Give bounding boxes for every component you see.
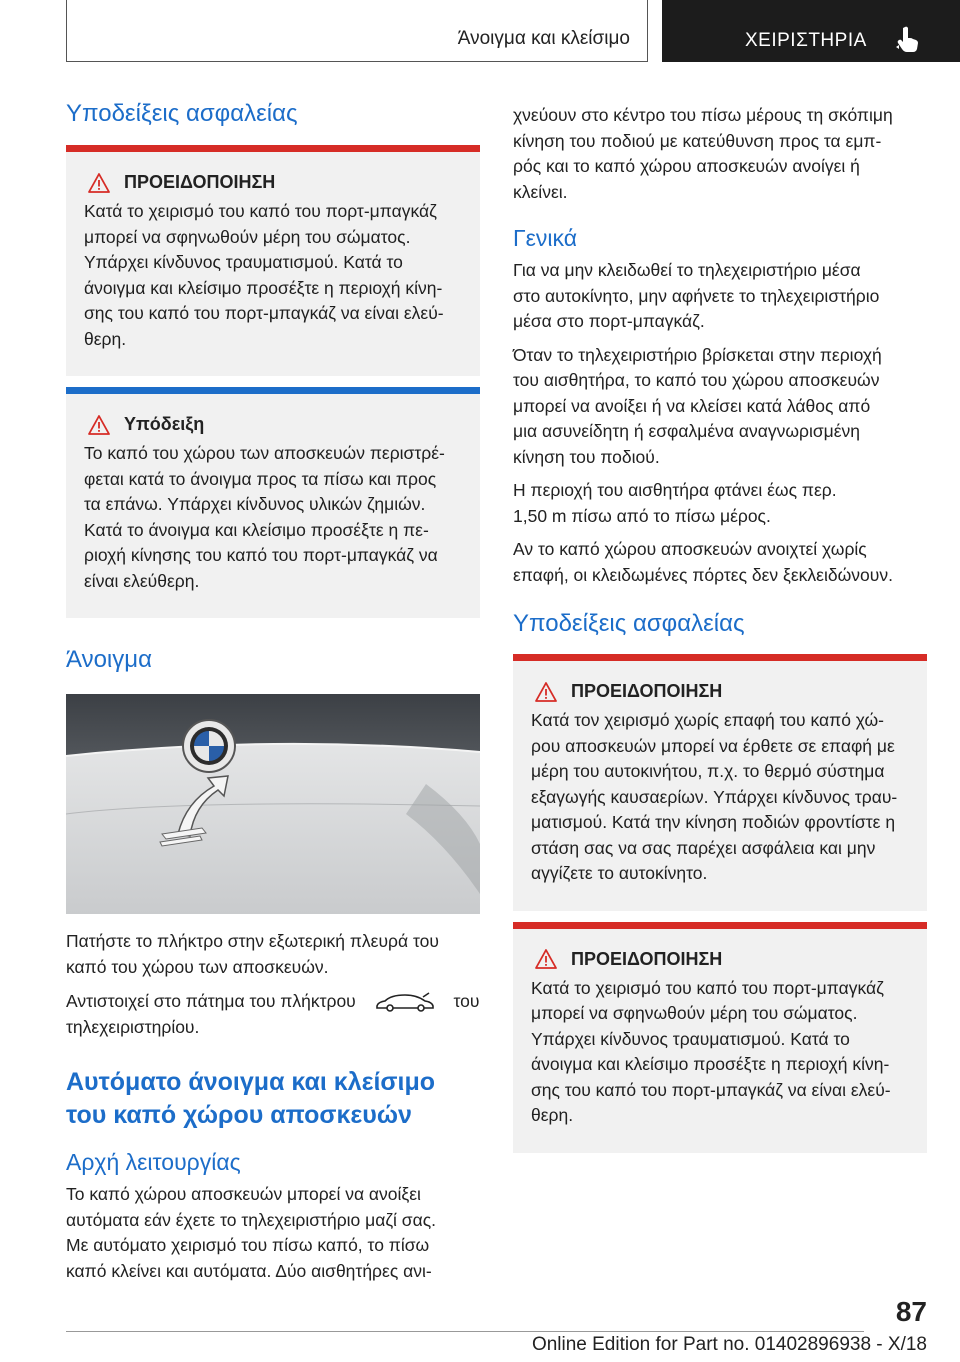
corresponds-text-line2: τηλεχειριστηρίου.: [66, 1016, 200, 1037]
general-heading: Γενικά: [513, 225, 578, 251]
header-chapter-title: ΧΕΙΡΙΣΤΗΡΙΑ: [745, 30, 867, 51]
warning-title: ΠΡΟΕΙΔΟΠΟΙΗΣΗ: [571, 681, 723, 701]
corresponds-text-before: Αντιστοιχεί στο πάτημα του πλήκτρου: [66, 991, 356, 1011]
note-triangle-icon: [88, 415, 110, 435]
press-text-line: καπό του χώρου των αποσκευών.: [66, 956, 329, 977]
footer-divider: [66, 1331, 864, 1332]
warning-triangle-icon: [535, 682, 557, 702]
warning-text-line: Υπάρχει κίνδυνος τραυματισμού. Κατά το: [531, 1028, 850, 1049]
general-text-line: Η περιοχή του αισθητήρα φτάνει έως περ.: [513, 480, 837, 500]
warning-text-line: άνοιγμα και κλείσιμο προσέξτε η περιοχή κίνη-: [531, 1054, 890, 1074]
warning-text-line: σης του καπό του πορτ-μπαγκάζ να είναι ελεύ-: [531, 1079, 891, 1100]
general-text-line: κίνηση του ποδιού.: [513, 446, 660, 467]
general-text-line: μπορεί να ανοίξει ή να κλείσει κατά λάθος από: [513, 395, 871, 416]
warning-text-line: θερη.: [84, 328, 127, 349]
note-box-1: [66, 387, 480, 618]
warning-text-line: Κατά το χειρισμό του καπό του πορτ-μπαγκάζ: [84, 201, 437, 221]
warning-triangle-icon: [88, 173, 110, 193]
note-text-line: φεται κατά το άνοιγμα προς τα πίσω και προς: [84, 468, 437, 489]
warning-box-2: [513, 654, 927, 911]
warning-text-line: ματισμού. Κατά την κίνηση ποδιών φροντίστε η: [531, 812, 896, 832]
continuation-text-line: κλείνει.: [513, 181, 568, 202]
corresponds-text-line: [66, 989, 480, 1015]
general-text-line: μέσα στο πορτ-μπαγκάζ.: [513, 311, 705, 331]
opening-heading: Άνοιγμα: [66, 646, 152, 673]
corresponds-text-after: του: [453, 991, 480, 1011]
warning-text-line: μέρη του αυτοκινήτου, π.χ. το θερμό σύστημα: [531, 761, 885, 781]
note-title: Υπόδειξη: [124, 414, 205, 434]
warning-text-line: Κατά τον χειρισμό χωρίς επαφή του καπό χώ-: [531, 710, 884, 730]
general-text-line: Για να μην κλειδωθεί το τηλεχειριστήριο μέσα: [513, 260, 861, 280]
warning-title-row: [535, 681, 909, 702]
warning-text-line: μπορεί να σφηνωθούν μέρη του σώματος.: [84, 226, 411, 247]
auto-open-heading-line: του καπό χώρου αποσκευών: [66, 1101, 412, 1129]
principle-text-line: αυτόματα εάν έχετε το τηλεχειριστήριο μαζί σας.: [66, 1209, 437, 1230]
note-text-line: ριοχή κίνησης του καπό του πορτ-μπαγκάζ να: [84, 545, 438, 565]
warning-title: ΠΡΟΕΙΔΟΠΟΙΗΣΗ: [124, 172, 276, 192]
warning-text-line: αγγίζετε το αυτοκίνητο.: [531, 863, 708, 883]
general-text-line: στο αυτοκίνητο, μην αφήνετε το τηλεχειριστήριο: [513, 285, 880, 306]
auto-open-heading-line: Αυτόματο άνοιγμα και κλείσιμο: [66, 1068, 436, 1096]
safety-heading-left: Υποδείξεις ασφαλείας: [66, 100, 298, 127]
warning-text-line: Υπάρχει κίνδυνος τραυματισμού. Κατά το: [84, 252, 403, 272]
warning-title-row: [535, 949, 909, 970]
warning-text-line: σης του καπό του πορτ-μπαγκάζ να είναι ελεύ-: [84, 303, 444, 323]
note-title-row: [88, 414, 462, 435]
principle-text-line: καπό κλείνει και αυτόματα. Δύο αισθητήρες ανι-: [66, 1260, 432, 1281]
note-text-line: Το καπό του χώρου των αποσκευών περιστρέ-: [84, 443, 445, 463]
general-text-line: επαφή, οι κλειδωμένες πόρτες δεν ξεκλειδώνουν.: [513, 564, 893, 585]
principle-text-line: Το καπό χώρου αποσκευών μπορεί να ανοίξει: [66, 1184, 421, 1204]
note-text-line: τα επάνω. Υπάρχει κίνδυνος υλικών ζημιών.: [84, 494, 426, 514]
note-text-line: Κατά το άνοιγμα και κλείσιμο προσέξτε η πε-: [84, 519, 429, 540]
general-text-line: Αν το καπό χώρου αποσκευών ανοιχτεί χωρίς: [513, 539, 867, 559]
warning-text-line: μπορεί να σφηνωθούν μέρη του σώματος.: [531, 1003, 858, 1023]
warning-title: ΠΡΟΕΙΔΟΠΟΙΗΣΗ: [571, 948, 723, 969]
left-column: [66, 100, 480, 1284]
car-trunk-key-icon: [375, 991, 435, 1013]
page-number: 87: [895, 1296, 927, 1327]
header-section-title: Άνοιγμα και κλείσιμο: [457, 28, 630, 49]
general-text-line: Όταν το τηλεχειριστήριο βρίσκεται στην περιοχή: [513, 344, 882, 365]
warning-text-line: Κατά το χειρισμό του καπό του πορτ-μπαγκάζ: [531, 977, 884, 998]
hand-pointer-icon: [893, 24, 923, 54]
warning-text-line: ρου αποσκευών μπορεί να έρθετε σε επαφή με: [531, 735, 895, 756]
principle-heading: Αρχή λειτουργίας: [66, 1149, 241, 1175]
footer-edition: Online Edition for Part no. 01402896938 - X/18: [531, 1334, 927, 1355]
continuation-text-line: χνεύουν στο κέντρο του πίσω μέρους τη σκόπιμη: [513, 105, 893, 125]
safety-heading-right: Υποδείξεις ασφαλείας: [513, 610, 745, 637]
warning-box-1: [66, 145, 480, 376]
press-text-line: Πατήστε το πλήκτρο στην εξωτερική πλευρά του: [66, 931, 439, 951]
right-column: [513, 103, 927, 1153]
warning-triangle-icon: [535, 949, 557, 969]
trunk-illustration: [66, 694, 480, 914]
warning-text-line: άνοιγμα και κλείσιμο προσέξτε η περιοχή κίνη-: [84, 277, 443, 298]
continuation-text-line: κίνηση του ποδιού με κατεύθυνση προς τα εμπ-: [513, 130, 882, 151]
warning-title-row: [88, 172, 462, 193]
warning-text-line: εξαγωγής καυσαερίων. Υπάρχει κίνδυνος τραυ-: [531, 786, 898, 807]
general-text-line: του αισθητήρα, το καπό του χώρου αποσκευών: [513, 370, 880, 390]
general-text-line: 1,50 m πίσω από το πίσω μέρος.: [513, 505, 771, 526]
principle-text-line: Με αυτόματο χειρισμό του πίσω καπό, το πίσω: [66, 1235, 430, 1255]
trunk-button-photo: [66, 694, 480, 914]
warning-text-line: στάση σας να σας παρέχει ασφάλεια και μην: [531, 837, 876, 858]
warning-box-3: [513, 922, 927, 1153]
note-text-line: είναι ελεύθερη.: [84, 570, 200, 591]
warning-text-line: θερη.: [531, 1105, 574, 1125]
continuation-text-line: ρός και το καπό χώρου αποσκευών ανοίγει ή: [513, 156, 860, 176]
general-text-line: μια ασυνείδητη ή εσφαλμένα αναγνωρισμένη: [513, 421, 861, 441]
